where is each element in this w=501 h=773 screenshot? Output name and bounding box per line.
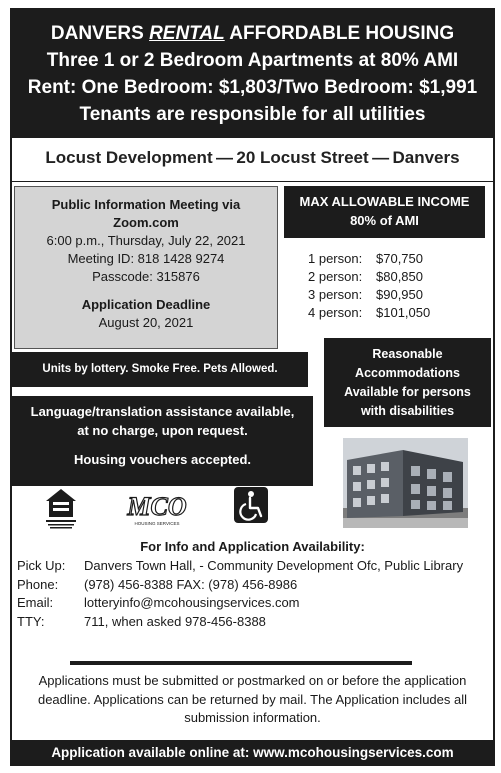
- mco-logo-subtitle: HOUSING SERVICES: [134, 521, 180, 526]
- income-title: MAX ALLOWABLE INCOME: [299, 194, 470, 209]
- income-row: 3 person: $90,950: [308, 287, 423, 302]
- income-row: 2 person: $80,850: [308, 269, 423, 284]
- language-line2: at no charge, upon request.: [77, 423, 248, 438]
- footer-banner: Application available online at: www.mcohousingservices.com: [12, 740, 493, 766]
- building-photo: [343, 438, 468, 528]
- header-utilities: Tenants are responsible for all utilities: [79, 104, 426, 125]
- divider-line: [12, 181, 493, 182]
- language-assistance-box: [12, 396, 313, 486]
- mco-logo: [126, 488, 188, 528]
- mco-logo-text: MCO: [127, 492, 187, 521]
- reasonable-accommodations-box: Reasonable Accommodations Available for persons with disabilities: [324, 338, 491, 427]
- income-row: 4 person: $101,050: [308, 305, 431, 320]
- deadline-date: August 20, 2021: [98, 315, 194, 330]
- submission-note: Applications must be submitted or postmarked on or before the application deadline. Applications can be returned by mail. The Application includes all submission information.: [37, 673, 468, 725]
- info-row-email: Email: lotteryinfo@mcohousingservices.com: [17, 595, 300, 610]
- header-banner: [12, 10, 493, 138]
- logos-row: [44, 487, 304, 531]
- wheelchair-icon: [234, 487, 268, 523]
- info-list: [17, 557, 487, 631]
- header-rental-word: RENTAL: [149, 23, 225, 44]
- meeting-title: Public Information Meeting via: [51, 197, 241, 212]
- info-row-tty: TTY: 711, when asked 978-456-8388: [17, 613, 266, 629]
- header-apartments: Three 1 or 2 Bedroom Apartments at 80% AMI: [46, 50, 459, 71]
- section-divider: [70, 661, 412, 665]
- deadline-label: Application Deadline: [81, 297, 211, 312]
- income-ami: 80% of AMI: [350, 213, 419, 228]
- header-title: DANVERS RENTAL AFFORDABLE HOUSING: [50, 23, 455, 44]
- header-rent: Rent: One Bedroom: $1,803/Two Bedroom: $1,991: [27, 77, 478, 98]
- income-header: [284, 186, 485, 238]
- location-title: Locust Development — 20 Locust Street — Danvers: [45, 148, 460, 167]
- info-title: For Info and Application Availability:: [140, 539, 365, 554]
- meeting-id: Meeting ID: 818 1428 9274: [67, 251, 225, 266]
- meeting-info-box: [14, 186, 278, 349]
- flyer: [10, 8, 495, 766]
- equal-housing-icon: [44, 487, 78, 529]
- info-row-pickup: Pick Up: Danvers Town Hall, - Community Development Ofc, Public Library: [17, 558, 464, 573]
- vouchers-line: Housing vouchers accepted.: [74, 452, 251, 467]
- language-line1: Language/translation assistance available,: [30, 404, 295, 419]
- meeting-platform: Zoom.com: [113, 215, 179, 230]
- meeting-datetime: 6:00 p.m., Thursday, July 22, 2021: [46, 233, 246, 248]
- lottery-banner: Units by lottery. Smoke Free. Pets Allowed.: [12, 352, 308, 387]
- income-list: [308, 250, 430, 322]
- info-row-phone: Phone: (978) 456-8388 FAX: (978) 456-8986: [17, 576, 298, 592]
- meeting-passcode: Passcode: 315876: [92, 269, 200, 284]
- income-row: 1 person: $70,750: [308, 251, 423, 266]
